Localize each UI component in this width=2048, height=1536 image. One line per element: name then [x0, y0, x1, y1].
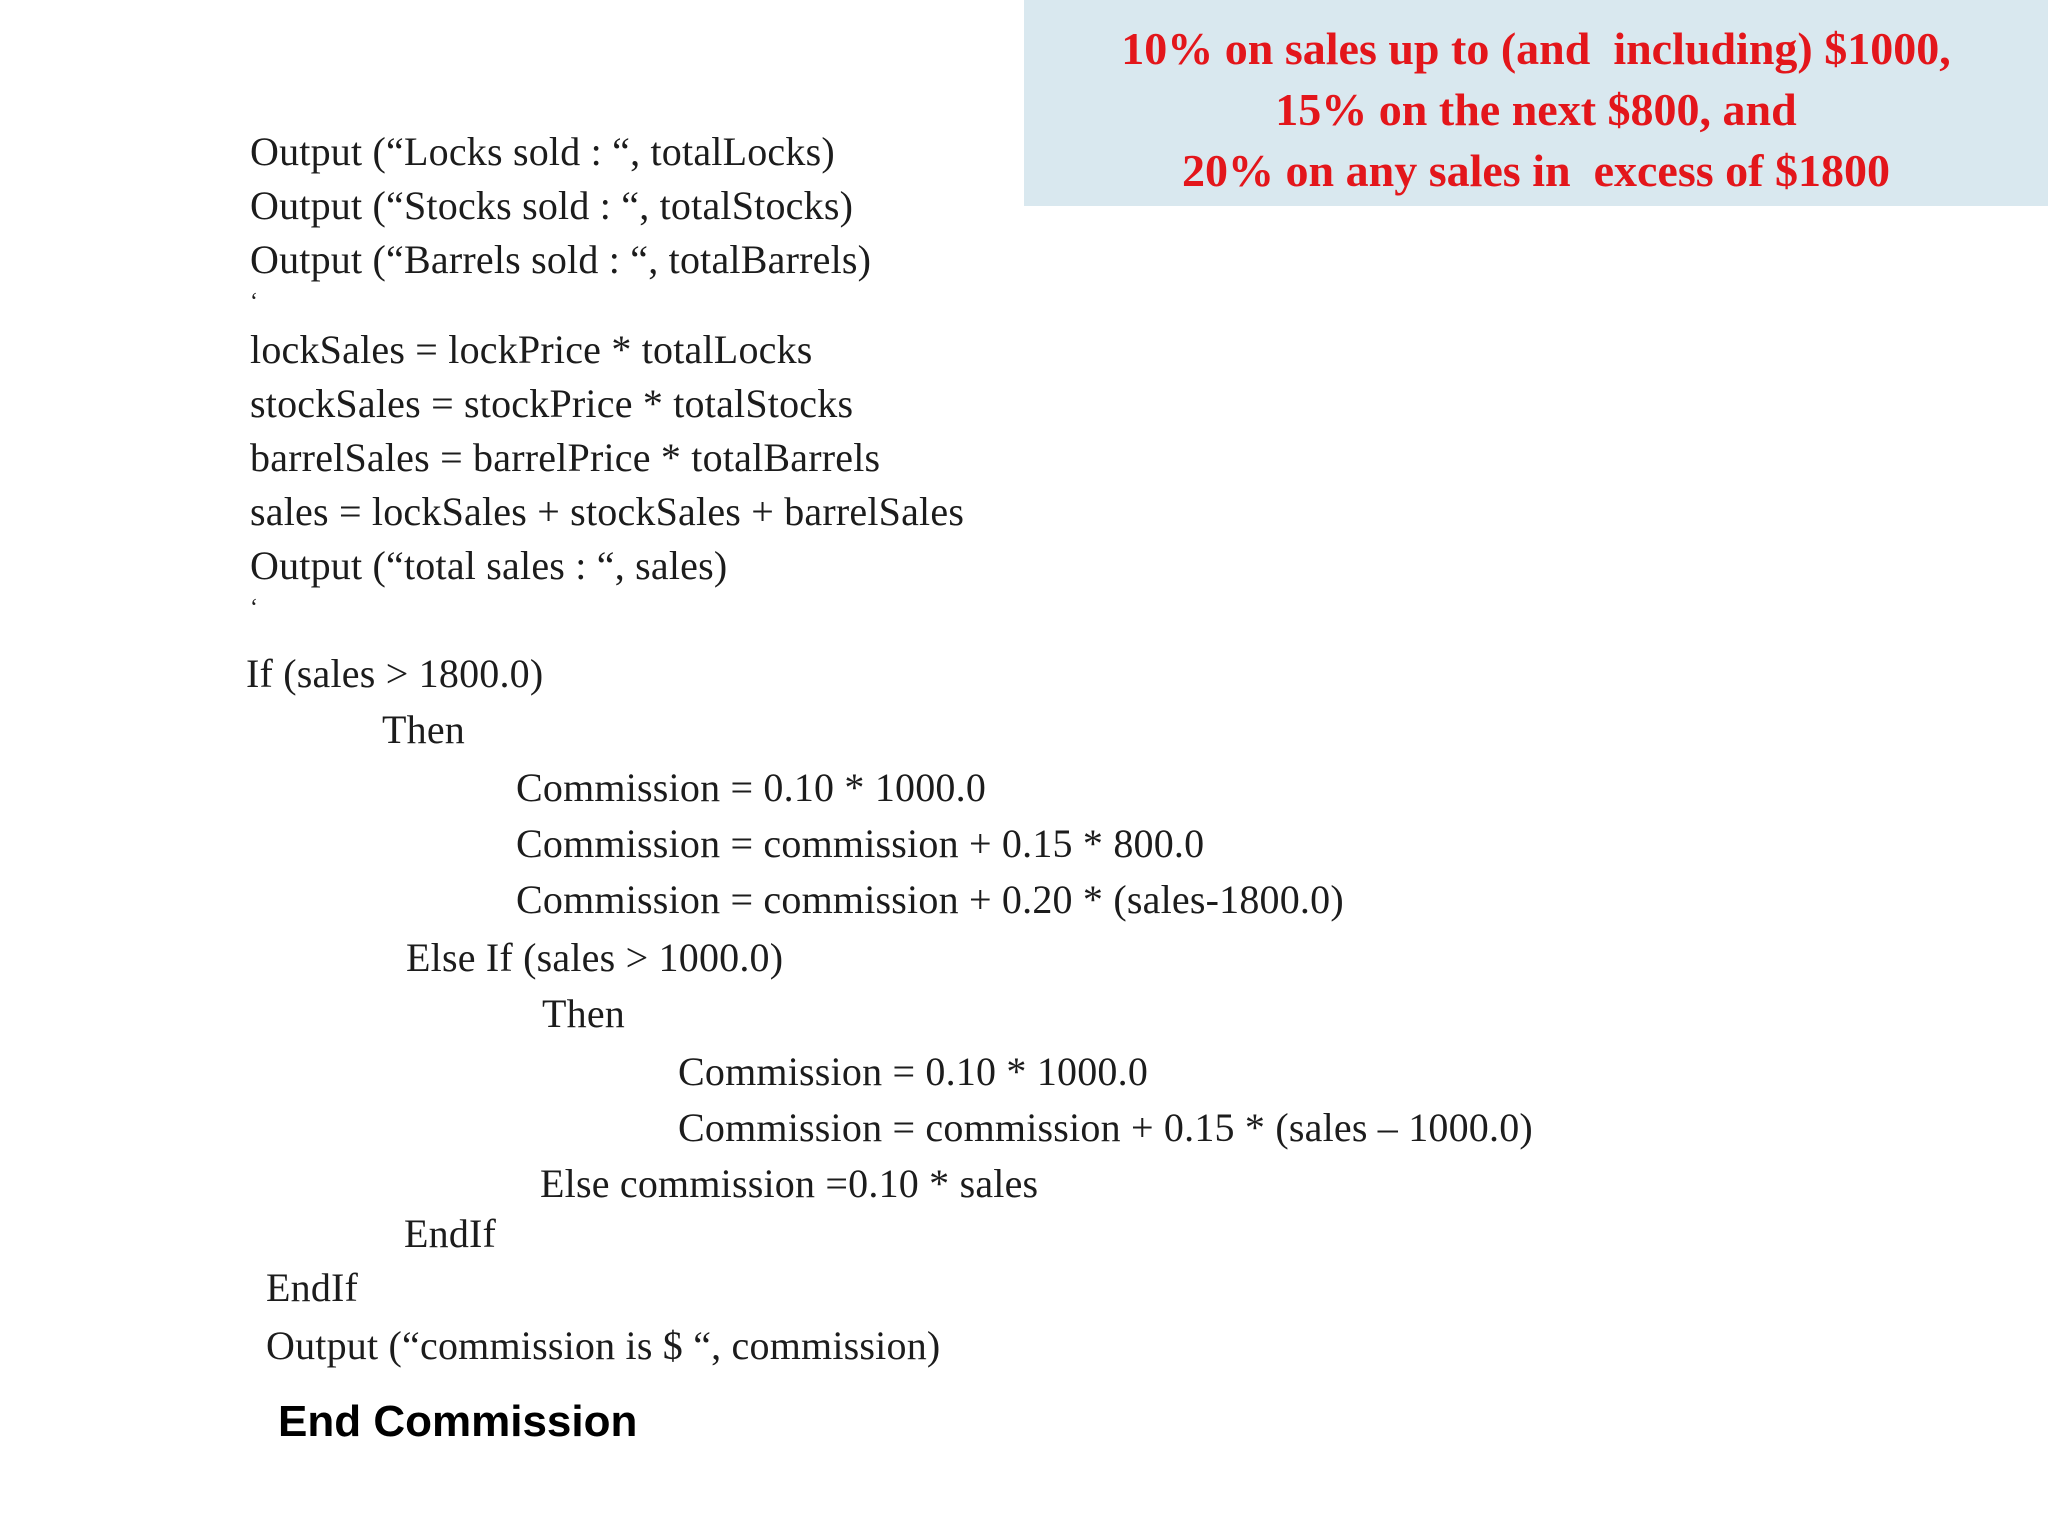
code-line-commission-tier2: Commission = commission + 0.15 * 800.0: [516, 821, 1205, 866]
code-line-barrel-sales: barrelSales = barrelPrice * totalBarrels: [250, 435, 881, 480]
note-line-1: 10% on sales up to (and including) $1000,: [1121, 23, 1951, 74]
code-line-comment-mark: ‘: [250, 289, 259, 315]
code-line-output-commission: Output (“commission is $ “, commission): [266, 1323, 941, 1368]
code-line-endif-outer: EndIf: [266, 1265, 359, 1310]
code-line-if-sales-1800: If (sales > 1800.0): [246, 651, 544, 696]
code-line-else-commission: Else commission =0.10 * sales: [540, 1161, 1039, 1206]
code-line-commission-tier2-partial: Commission = commission + 0.15 * (sales – 1000.0): [678, 1105, 1533, 1150]
note-line-3: 20% on any sales in excess of $1800: [1182, 145, 1890, 196]
code-line-output-locks: Output (“Locks sold : “, totalLocks): [250, 129, 835, 174]
code-line-output-barrels: Output (“Barrels sold : “, totalBarrels): [250, 237, 872, 282]
code-line-output-stocks: Output (“Stocks sold : “, totalStocks): [250, 183, 854, 228]
end-commission-label: End Commission: [278, 1397, 638, 1446]
note-line-2: 15% on the next $800, and: [1275, 84, 1797, 135]
code-line-else-if-sales-1000: Else If (sales > 1000.0): [406, 935, 784, 980]
code-line-endif-inner: EndIf: [404, 1211, 497, 1256]
code-line-then: Then: [542, 991, 625, 1036]
code-line-output-total-sales: Output (“total sales : “, sales): [250, 543, 728, 588]
code-line-then: Then: [382, 707, 465, 752]
code-line-commission-base: Commission = 0.10 * 1000.0: [516, 765, 987, 810]
code-line-sales-total: sales = lockSales + stockSales + barrelSales: [250, 489, 965, 534]
code-line-stock-sales: stockSales = stockPrice * totalStocks: [250, 381, 854, 426]
code-line-commission-tier3: Commission = commission + 0.20 * (sales-1800.0): [516, 877, 1344, 922]
code-line-comment-mark: ‘: [250, 595, 259, 621]
code-line-commission-base: Commission = 0.10 * 1000.0: [678, 1049, 1149, 1094]
code-line-lock-sales: lockSales = lockPrice * totalLocks: [250, 327, 813, 372]
